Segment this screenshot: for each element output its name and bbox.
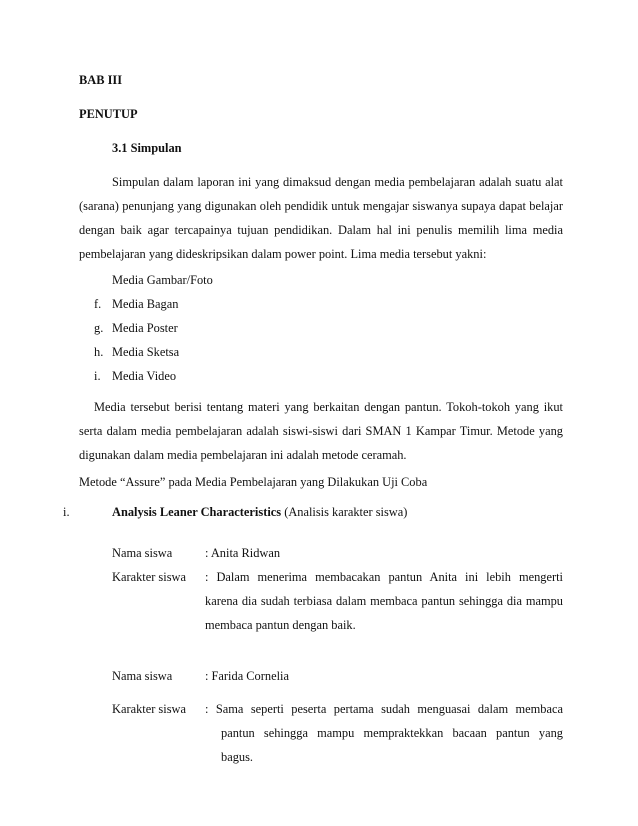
student-character-label: Karakter siswa bbox=[112, 570, 186, 584]
section-heading: 3.1 Simpulan bbox=[112, 141, 182, 155]
list-marker: g. bbox=[94, 321, 104, 335]
list-item: Media Poster bbox=[112, 321, 178, 335]
student-name-value: : Anita Ridwan bbox=[205, 546, 281, 560]
paragraph-line: dengan baik agar tercapainya tujuan pendidikan. Dalam hal ini penulis memilih lima media bbox=[79, 223, 563, 237]
paragraph-line: pembelajaran yang dideskripsikan dalam power point. Lima media tersebut yakni: bbox=[79, 247, 487, 261]
student-character-line: karena dia sudah terbiasa dalam membaca pantun sehingga dia mampu bbox=[205, 594, 563, 608]
list-item: Media Video bbox=[112, 369, 177, 383]
list-marker: i. bbox=[94, 369, 101, 383]
student-character-line: bagus. bbox=[221, 750, 254, 764]
analysis-marker: i. bbox=[63, 505, 70, 519]
student-character-line: membaca pantun dengan baik. bbox=[205, 618, 356, 632]
list-marker: f. bbox=[94, 297, 102, 311]
list-marker: h. bbox=[94, 345, 104, 359]
student-character-label: Karakter siswa bbox=[112, 702, 186, 716]
student-character-line: pantun sehingga mampu mempraktekkan bacaan pantun yang bbox=[221, 726, 563, 740]
paragraph-line: (sarana) penunjang yang digunakan oleh pendidik untuk mengajar siswanya supaya dapat belajar bbox=[79, 199, 563, 213]
paragraph-line: Media tersebut berisi tentang materi yang berkaitan dengan pantun. Tokoh-tokoh yang ikut bbox=[94, 400, 563, 414]
student-character-line: : Sama seperti peserta pertama sudah menguasai dalam membaca bbox=[205, 702, 563, 716]
student-name-value: : Farida Cornelia bbox=[205, 669, 289, 683]
chapter-label: BAB III bbox=[79, 73, 123, 87]
analysis-title: Analysis Leaner Characteristics bbox=[112, 505, 282, 519]
paragraph-line: serta dalam media pembelajaran adalah siswi-siswi dari SMAN 1 Kampar Timur. Metode yang bbox=[79, 424, 563, 438]
list-item: Media Gambar/Foto bbox=[112, 273, 213, 287]
chapter-title: PENUTUP bbox=[79, 107, 138, 121]
method-line: Metode “Assure” pada Media Pembelajaran yang Dilakukan Uji Coba bbox=[79, 475, 428, 489]
analysis-subtitle: (Analisis karakter siswa) bbox=[284, 505, 408, 519]
list-item: Media Bagan bbox=[112, 297, 179, 311]
student-character-line: : Dalam menerima membacakan pantun Anita ini lebih mengerti bbox=[205, 570, 563, 584]
paragraph-line: Simpulan dalam laporan ini yang dimaksud dengan media pembelajaran adalah suatu alat bbox=[112, 175, 563, 189]
analysis-heading bbox=[112, 506, 407, 518]
student-name-label: Nama siswa bbox=[112, 669, 173, 683]
list-item: Media Sketsa bbox=[112, 345, 180, 359]
paragraph-line: digunakan dalam media pembelajaran ini adalah metode ceramah. bbox=[79, 448, 407, 462]
student-name-label: Nama siswa bbox=[112, 546, 173, 560]
